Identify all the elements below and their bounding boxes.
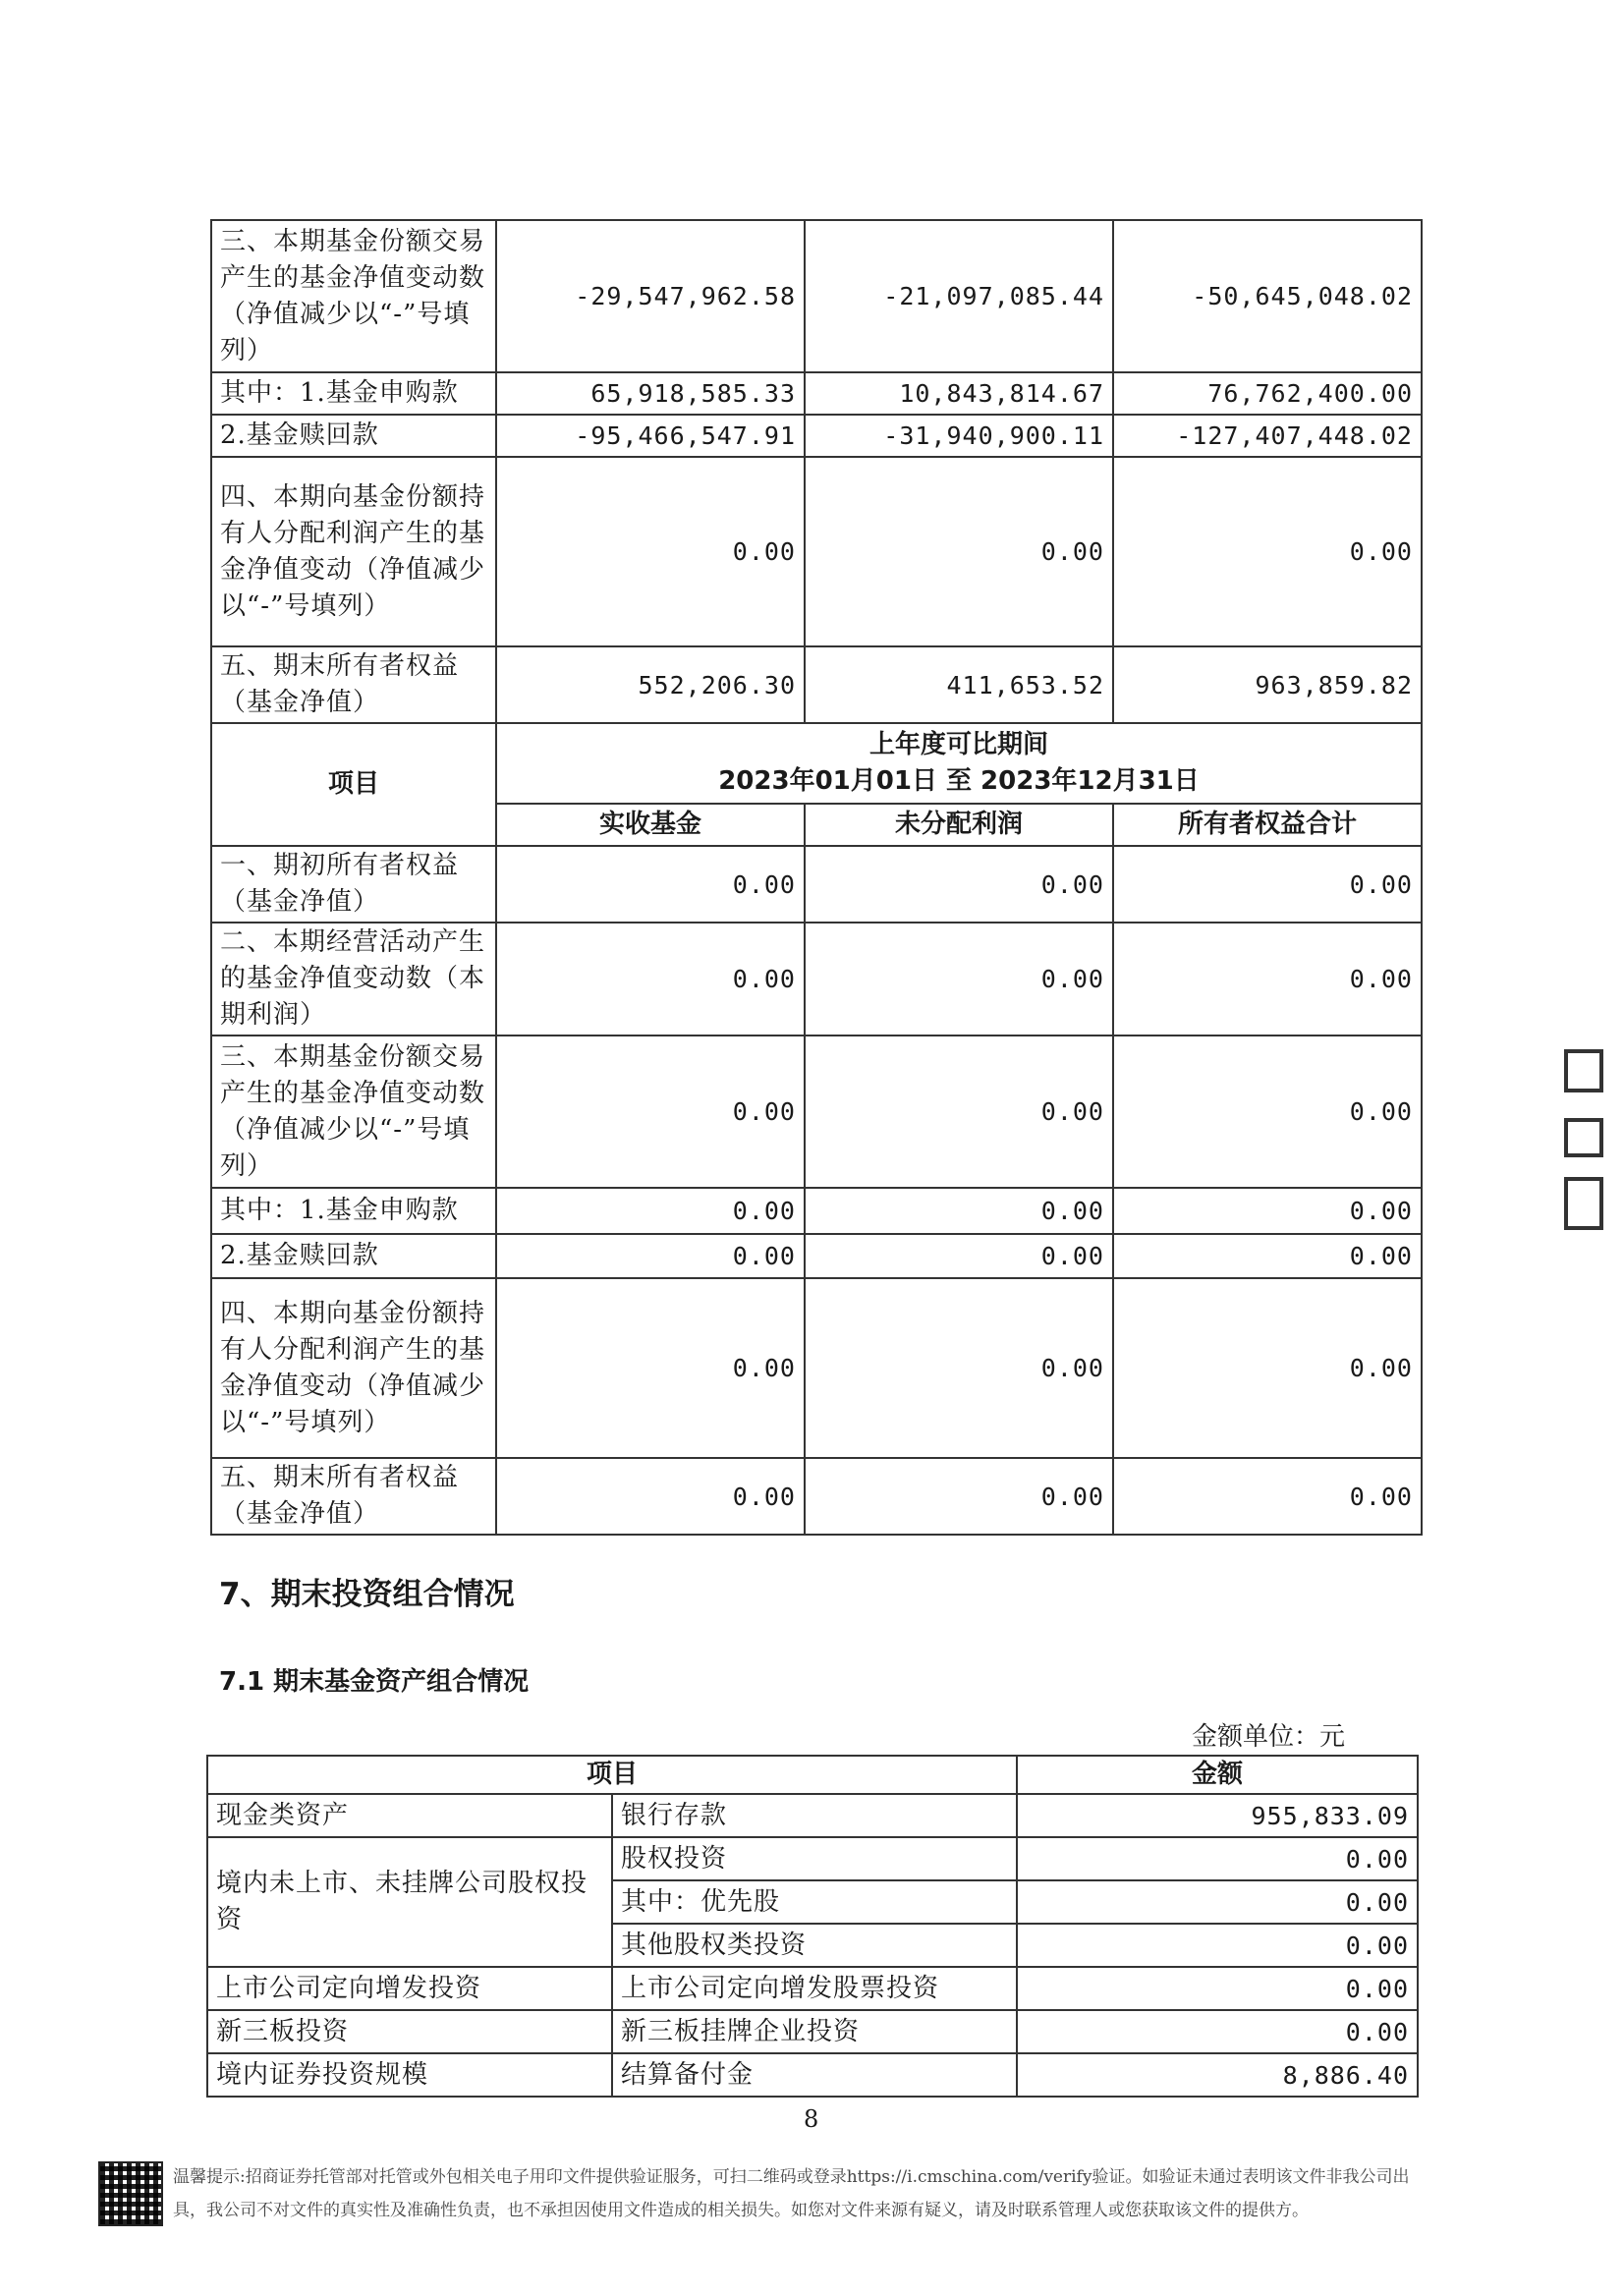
amount-other-equity: 0.00 (1017, 1924, 1418, 1967)
cell-paid-in: 0.00 (496, 1458, 805, 1535)
cell-undistributed: 0.00 (805, 1234, 1113, 1278)
amount-settlement-reserve: 8,886.40 (1017, 2053, 1418, 2097)
equity-changes-table (210, 219, 1423, 1536)
footer-line-1: 温馨提示:招商证券托管部对托管或外包相关电子用印文件提供验证服务，可扫二维码或登录https://i.cmschina.com/verify验证。如验证未通过表明该文件非我公司出 (173, 2167, 1410, 2187)
cell-undistributed: -21,097,085.44 (805, 220, 1113, 372)
table-row (211, 415, 1422, 457)
cell-total: 76,762,400.00 (1113, 372, 1422, 415)
table-row (211, 1278, 1422, 1458)
column-header-undistributed: 未分配利润 (805, 804, 1113, 846)
cell-undistributed: 0.00 (805, 846, 1113, 923)
period-title: 上年度可比期间 (868, 730, 1048, 759)
asset-portfolio-table (206, 1755, 1419, 2098)
table-row (207, 2053, 1418, 2097)
cell-paid-in: 0.00 (496, 1036, 805, 1188)
cell-undistributed: -31,940,900.11 (805, 415, 1113, 457)
seal-fragment-icon (1564, 1041, 1607, 1238)
row-label: 四、本期向基金份额持有人分配利润产生的基金净值变动（净值减少以“-”号填列） (211, 457, 496, 646)
cell-undistributed: 411,653.52 (805, 646, 1113, 723)
subitem-neeq: 新三板挂牌企业投资 (612, 2010, 1017, 2053)
cell-undistributed: 0.00 (805, 1278, 1113, 1458)
cell-paid-in: -29,547,962.58 (496, 220, 805, 372)
category-neeq: 新三板投资 (207, 2010, 612, 2053)
page-number: 8 (804, 2105, 819, 2133)
row-label: 四、本期向基金份额持有人分配利润产生的基金净值变动（净值减少以“-”号填列） (211, 1278, 496, 1458)
cell-paid-in: 0.00 (496, 1278, 805, 1458)
cell-total: -50,645,048.02 (1113, 220, 1422, 372)
row-label: 五、期末所有者权益（基金净值） (211, 1458, 496, 1535)
cell-undistributed: 0.00 (805, 1188, 1113, 1234)
column-header-item: 项目 (207, 1756, 1017, 1794)
subitem-preferred-stock: 其中：优先股 (612, 1880, 1017, 1924)
category-private-placement: 上市公司定向增发投资 (207, 1967, 612, 2010)
cell-total: 963,859.82 (1113, 646, 1422, 723)
column-header-amount: 金额 (1017, 1756, 1418, 1794)
row-label: 其中：1.基金申购款 (211, 372, 496, 415)
qr-code-icon[interactable] (98, 2161, 163, 2226)
row-label: 二、本期经营活动产生的基金净值变动数（本期利润） (211, 923, 496, 1036)
unit-label: 金额单位：元 (1192, 1722, 1346, 1752)
table-row (211, 1036, 1422, 1188)
footer-line-2: 具，我公司不对文件的真实性及准确性负责，也不承担因使用文件造成的相关损失。如您对文件来源有疑义，请及时联系管理人或您获取该文件的提供方。 (173, 2201, 1309, 2220)
amount-neeq: 0.00 (1017, 2010, 1418, 2053)
table-row (207, 1794, 1418, 1837)
row-label: 三、本期基金份额交易产生的基金净值变动数（净值减少以“-”号填列） (211, 1036, 496, 1188)
subitem-private-placement: 上市公司定向增发股票投资 (612, 1967, 1017, 2010)
cell-paid-in: 552,206.30 (496, 646, 805, 723)
amount-equity-investment: 0.00 (1017, 1837, 1418, 1880)
table-row (211, 646, 1422, 723)
section-heading: 7、期末投资组合情况 (219, 1577, 515, 1612)
cell-total: 0.00 (1113, 1234, 1422, 1278)
cell-total: 0.00 (1113, 457, 1422, 646)
seal-fragment (1564, 1041, 1607, 1238)
cell-total: 0.00 (1113, 1458, 1422, 1535)
column-header-total: 所有者权益合计 (1113, 804, 1422, 846)
amount-bank-deposit: 955,833.09 (1017, 1794, 1418, 1837)
period-range: 2023年01月01日 至 2023年12月31日 (718, 766, 1200, 796)
row-label: 一、期初所有者权益（基金净值） (211, 846, 496, 923)
cell-total: 0.00 (1113, 1188, 1422, 1234)
table-row (211, 1188, 1422, 1234)
table-row (211, 372, 1422, 415)
category-cash: 现金类资产 (207, 1794, 612, 1837)
footer-note (173, 2160, 1489, 2227)
cell-undistributed: 0.00 (805, 923, 1113, 1036)
table-row (211, 1234, 1422, 1278)
table-row (207, 1967, 1418, 2010)
cell-paid-in: 0.00 (496, 457, 805, 646)
cell-total: 0.00 (1113, 846, 1422, 923)
cell-total: 0.00 (1113, 923, 1422, 1036)
cell-total: -127,407,448.02 (1113, 415, 1422, 457)
cell-total: 0.00 (1113, 1036, 1422, 1188)
cell-paid-in: -95,466,547.91 (496, 415, 805, 457)
table-row (211, 220, 1422, 372)
subitem-other-equity: 其他股权类投资 (612, 1924, 1017, 1967)
cell-paid-in: 0.00 (496, 923, 805, 1036)
subsection-heading: 7.1 期末基金资产组合情况 (219, 1667, 530, 1697)
amount-private-placement: 0.00 (1017, 1967, 1418, 2010)
table-row (211, 457, 1422, 646)
table-row (207, 2010, 1418, 2053)
cell-undistributed: 10,843,814.67 (805, 372, 1113, 415)
table-row (211, 1458, 1422, 1535)
category-unlisted-equity: 境内未上市、未挂牌公司股权投资 (207, 1837, 612, 1967)
subitem-bank-deposit: 银行存款 (612, 1794, 1017, 1837)
column-header-paid-in: 实收基金 (496, 804, 805, 846)
cell-undistributed: 0.00 (805, 1458, 1113, 1535)
category-domestic-securities: 境内证券投资规模 (207, 2053, 612, 2097)
table-header-row (211, 723, 1422, 804)
row-label: 2.基金赎回款 (211, 415, 496, 457)
table-row (211, 846, 1422, 923)
row-label: 2.基金赎回款 (211, 1234, 496, 1278)
cell-total: 0.00 (1113, 1278, 1422, 1458)
subitem-settlement-reserve: 结算备付金 (612, 2053, 1017, 2097)
cell-paid-in: 0.00 (496, 1188, 805, 1234)
amount-preferred-stock: 0.00 (1017, 1880, 1418, 1924)
row-label: 五、期末所有者权益（基金净值） (211, 646, 496, 723)
cell-undistributed: 0.00 (805, 1036, 1113, 1188)
subitem-equity-investment: 股权投资 (612, 1837, 1017, 1880)
cell-paid-in: 0.00 (496, 846, 805, 923)
row-label: 其中：1.基金申购款 (211, 1188, 496, 1234)
cell-paid-in: 65,918,585.33 (496, 372, 805, 415)
period-header (496, 723, 1422, 804)
column-header-item: 项目 (211, 723, 496, 846)
cell-undistributed: 0.00 (805, 457, 1113, 646)
table-row (207, 1837, 1418, 1880)
table-row (211, 923, 1422, 1036)
table-header-row (207, 1756, 1418, 1794)
cell-paid-in: 0.00 (496, 1234, 805, 1278)
row-label: 三、本期基金份额交易产生的基金净值变动数（净值减少以“-”号填列） (211, 220, 496, 372)
